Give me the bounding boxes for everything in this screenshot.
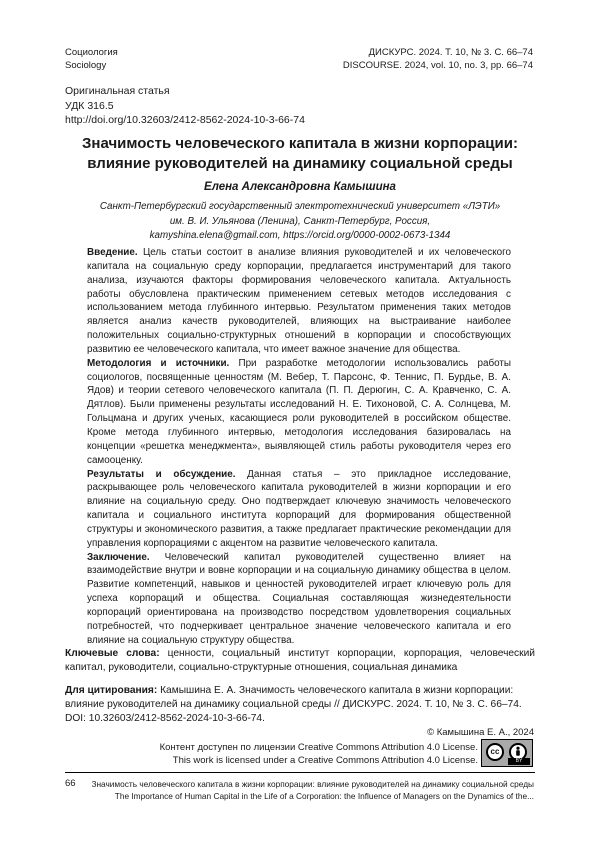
- by-label: BY: [508, 758, 530, 765]
- results-text: Данная статья – это прикладное исследование, раскрывающее роль человеческого капитала руководителей в жизни корпорации и его влияние на социальную среду. Оно подтверждает ключевую значимость человеческого капитала и социального института корпораций для формирования общественной структуры и экономического развития, а также предлагает практические рекомендации для управления корпорациями с акцентом на развитие человеческого капитала.: [87, 468, 511, 549]
- affiliation-line-1: Санкт-Петербургский государственный электротехнический университет «ЛЭТИ»: [99, 201, 501, 212]
- page-number: 66: [65, 778, 76, 789]
- citation-text: Камышина Е. А. Значимость человеческого капитала в жизни корпорации: влияние руководителей на динамику социальной среды // ДИСКУРС. 2024. Т. 10, № 3. С. 66–74. DOI: 10.32603/2412-8562-2024-10-3-66-74.: [65, 685, 522, 724]
- section-ru: Социология: [65, 47, 118, 58]
- title-line-2: влияние руководителей на динамику социальной среды: [87, 155, 513, 172]
- conclusion-text: Человеческий капитал руководителей существенно влияет на взаимодействие внутри и вовне корпорации и на социальную динамику общества в целом. Развитие компетенций, навыков и ценностей руководителей играет ключевую роль для успеха корпораций и общества. Социальная составляющая жизнедеятельности корпораций ориентирована на производство посредством удовлетворения социальных потребностей, что подчеркивает центральное значение человеческого капитала и его влияние на социальную структуру общества.: [87, 551, 511, 646]
- affiliation: [60, 200, 540, 244]
- license-ru[interactable]: Контент доступен по лицензии Creative Commons Attribution 4.0 License.: [159, 742, 478, 753]
- license-en[interactable]: This work is licensed under a Creative Commons Attribution 4.0 License.: [172, 755, 478, 766]
- citation-label: Для цитирования:: [65, 685, 158, 696]
- abstract-introduction: [87, 246, 511, 357]
- abstract-results: [87, 468, 511, 551]
- affiliation-contacts[interactable]: kamyshina.elena@gmail.com, https://orcid.org/0000-0002-0673-1344: [149, 230, 451, 241]
- abstract: [87, 246, 511, 647]
- abstract-conclusion: [87, 551, 511, 648]
- running-footer: [84, 778, 534, 802]
- article-type: Оригинальная статья: [65, 85, 170, 97]
- title-line-1: Значимость человеческого капитала в жизни корпорации:: [82, 135, 518, 152]
- abstract-methods: [87, 357, 511, 468]
- introduction-text: Цель статьи состоит в анализе влияния руководителей и их человеческого капитала на социальную среду корпорации, предлагается инструментарий для такого анализа, изучаются факторы формирования человеческого капитала. Актуальность работы обусловлена практическим применением сетевых методов исследования с использованием метода глубинного интервью. Результатом применения таких методов является анализ качеств руководителей, влияющих на выстраивание наиболее положительных социально-структурных отношений в корпорации и способствующих развитию ее человеческого капитала, что имеет важное значение для общества.: [87, 247, 511, 355]
- article-meta: [65, 84, 305, 128]
- footer-divider: [65, 772, 535, 773]
- running-header-section: [65, 46, 118, 72]
- cc-icon: cc: [486, 743, 504, 761]
- keywords-label: Ключевые слова:: [65, 648, 160, 659]
- affiliation-line-2: им. В. И. Ульянова (Ленина), Санкт-Петербург, Россия,: [169, 215, 431, 227]
- methods-label: Методология и источники.: [87, 357, 230, 369]
- methods-text: При разработке методологии использовались работы социологов, посвященные ценностям (М. Вебер, Т. Парсонс, Ф. Теннис, П. Бурдье, В. А. Ядов) и теории сетевого человеческого капитала (П. П. Дерюгин, С. А. Кравченко, С. А. Дятлов). Были применены результаты исследований Н. Е. Тихоновой, С. А. Солнцева, М. Гольцмана и других ученых, касающиеся роли руководителей в российском обществе. Кроме метода глубинного интервью, методология исследования базировалась на концепции «решетка менеджмента», выявляющей стиль работы руководителя через его самооценку.: [87, 357, 511, 466]
- section-en: Sociology: [65, 60, 107, 71]
- running-header-journal: [343, 46, 533, 72]
- license-notice: [160, 741, 478, 767]
- article-title: [60, 134, 540, 174]
- introduction-label: Введение.: [87, 247, 138, 258]
- conclusion-label: Заключение.: [87, 551, 150, 563]
- keywords-text: ценности, социальный институт корпорации, корпорация, человеческий капитал, руководители, социально-структурные отношения, социальная динамика: [65, 648, 535, 673]
- journal-ru: ДИСКУРС. 2024. Т. 10, № 3. С. 66–74: [368, 47, 533, 58]
- doi-link[interactable]: http://doi.org/10.32603/2412-8562-2024-10-3-66-74: [65, 114, 305, 126]
- author-name: Елена Александровна Камышина: [204, 181, 396, 193]
- results-label: Результаты и обсуждение.: [87, 468, 236, 480]
- udc: УДК 316.5: [65, 99, 114, 112]
- cc-by-badge[interactable]: [481, 739, 533, 767]
- citation: [65, 684, 535, 726]
- footer-title-en: The Importance of Human Capital in the Life of a Corporation: the Influence of Managers on the Dynamics of the...: [114, 791, 534, 801]
- copyright: © Камышина Е. А., 2024: [427, 727, 534, 738]
- keywords: [65, 647, 535, 675]
- footer-title-ru: Значимость человеческого капитала в жизни корпорации: влияние руководителей на динамику социальной среды: [91, 779, 534, 789]
- journal-en: DISCOURSE. 2024, vol. 10, no. 3, pp. 66–74: [342, 60, 533, 71]
